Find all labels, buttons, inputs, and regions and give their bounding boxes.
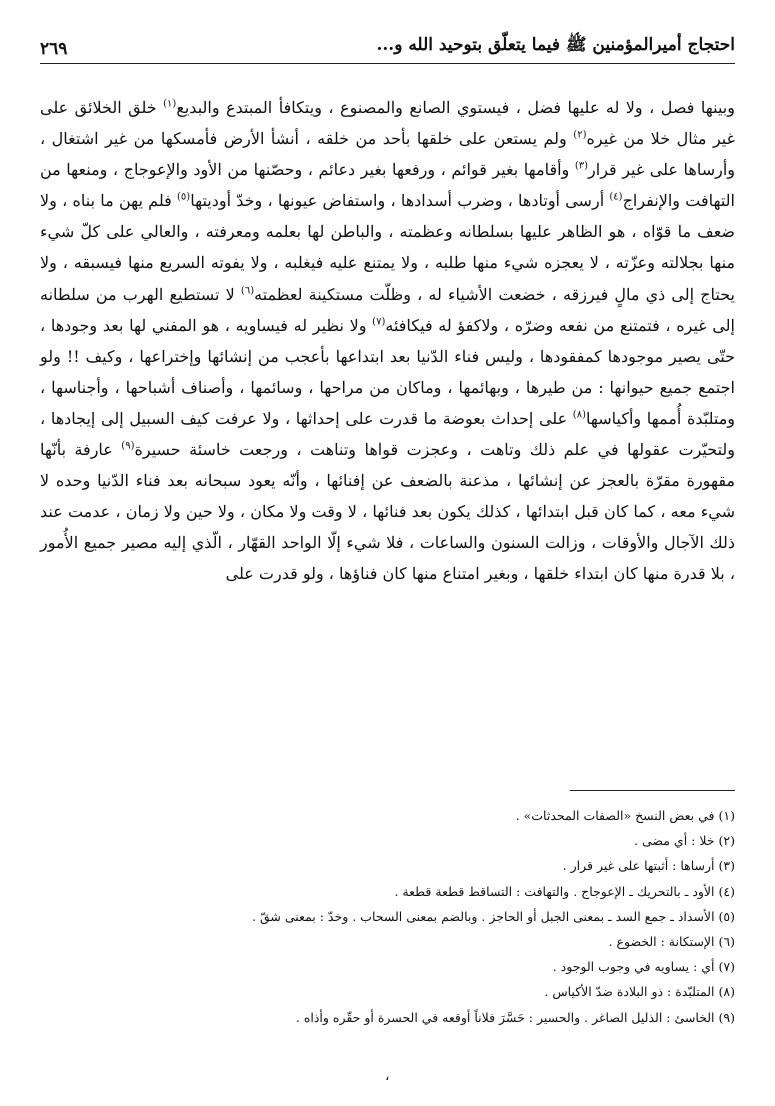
footnote-separator [570,790,735,791]
footnote-4: (٤) الأود ـ بالتحريك ـ الإعوجاج . والتهافت : التساقط قطعة قطعة . [394,883,735,899]
text-segment: على إحداث بعوضة ما قدرت على إحداثها ، ولا عرفت كيف السبيل إلى إيجادها ، ولتحيّرت عقولها في علم ذلك وتاهت ، وعجزت قواها وتناهت ، ورجعت خاسئة حسيرة [40,408,735,460]
footnote-6: (٦) الإستكانة : الخضوع . [608,934,735,950]
footnote-ref-9: (٩) [121,440,135,452]
footnotes-section [40,803,735,1030]
text-segment: خلق الخلائق على غير مثال خلا من غيره [40,98,736,149]
footnote-ref-2: (٢) [573,129,587,141]
text-segment: وبينها فصل ، ولا له عليها فضل ، فيستوي الصانع والمصنوع ، ويتكافأ المبتدع والبديع [176,98,735,117]
footnote-ref-6: (٦) [240,285,255,297]
footnote-2: (٢) خلا : أي مضى . [634,833,735,849]
stray-mark: ، [385,1068,390,1084]
footnote-ref-3: (٣) [574,160,589,172]
page-number: ٢٦٩ [40,39,68,59]
text-segment: ولم يستعن على خلقها بأحد من خلقه ، أنشأ الأرض فأمسكها من غير اشتغال ، وأرساها على غير قرار [40,129,735,180]
footnote-ref-7: (٧) [372,316,386,328]
text-segment: فلم يهن ما بناه ، ولا ضعف ما قوّاه ، هو الظاهر عليها بسلطانه وعظمته ، والباطن لها بعلمه ومعرفته ، والعالي على كلّ شيء منها بجلالته وعزّته ، لا يعجزه شيء منها طلبه ، ولا يمتنع عليه فيغلبه ، ولا يفوته السريع منها فيسبقه ، ولا يحتاج إلى ذي مالٍ فيرزقه ، خضعت الأشياء له ، وظلّت مستكينة لعظمته [40,191,735,304]
text-segment: لا تستطيع الهرب من سلطانه إلى غيره ، فتمتنع من نفعه وضرّه ، ولاكفؤ له فيكافئه [40,284,735,335]
footnote-ref-1: (١) [163,98,177,110]
footnote-ref-4: (٤) [609,191,623,203]
chapter-title: احتجاج أميرالمؤمنين ﷺ فيما يتعلّق بتوحيد الله و... [376,35,735,55]
running-header [40,30,735,64]
text-segment: عارفة بأنّها مقهورة مقرّة بالعجز عن إنشائها ، مذعنة بالضعف عن إفنائها ، وأنّه يعود سبحانه بعد فناء الدّنيا وحده لا شيء معه ، كما كان قبل ابتدائها ، كذلك يكون بعد فنائها ، لا وقت ولا مكان ، ولا حين ولا زمان ، عدمت عند ذلك الآجال والأوقات ، وزالت السنون والساعات ، فلا شيء إلّا الواحد القهّار ، الّذي إليه مصير جميع الأُمور ، بلا قدرة منها كان ابتداء خلقها ، وبغير امتناع منها كان فناؤها ، ولو قدرت على [40,440,735,584]
main-body-text [40,92,735,590]
text-segment: أرسى أوتادها ، وضرب أسدادها ، واستفاض عيونها ، وخدّ أوديتها [190,191,610,211]
footnote-7: (٧) أي : يساويه في وجوب الوجود . [552,959,735,975]
footnote-3: (٣) أرساها : أثبتها على غير قرار . [562,858,735,874]
footnote-9: (٩) الخاسئ : الذليل الصاغر . والحسير : حَسَّرَ فلاناً أوقعه في الحسرة أو حقّره وأذاه . [295,1009,735,1025]
text-segment: ولا نظير له فيساويه ، هو المفني لها بعد وجودها ، حتّى يصير موجودها كمفقودها ، وليس فناء الدّنيا بعد ابتداعها بأعجب من إنشائها وإختراعها ، وكيف !! ولو اجتمع جميع حيوانها : من طيرها ، وبهائمها ، وماكان من مراحها ، وسائمها ، وأصناف أشباحها ، وأجناسها ، ومتلبّدة أُممها وأكياسها [40,315,736,428]
text-segment: وأقامها بغير قوائم ، ورفعها بغير دعائم ، وحصّنها من الأود والإعوجاج ، ومنعها من التهافت والإنفراج [40,160,735,211]
footnote-1: (١) في بعض النسخ «الصفات المحدثات» . [515,808,735,823]
footnote-ref-5: (٥) [177,191,191,203]
footnote-8: (٨) المتلبّدة : ذو البلادة ضدّ الأكياس . [544,984,735,1000]
footnote-5: (٥) الأسداد ـ جمع السد ـ بمعنى الجبل أو الحاجز . وبالضم بمعنى السحاب . وخدّ : بمعنى شقّ . [252,908,735,924]
footnote-ref-8: (٨) [572,409,586,421]
body-paragraph [40,92,735,590]
